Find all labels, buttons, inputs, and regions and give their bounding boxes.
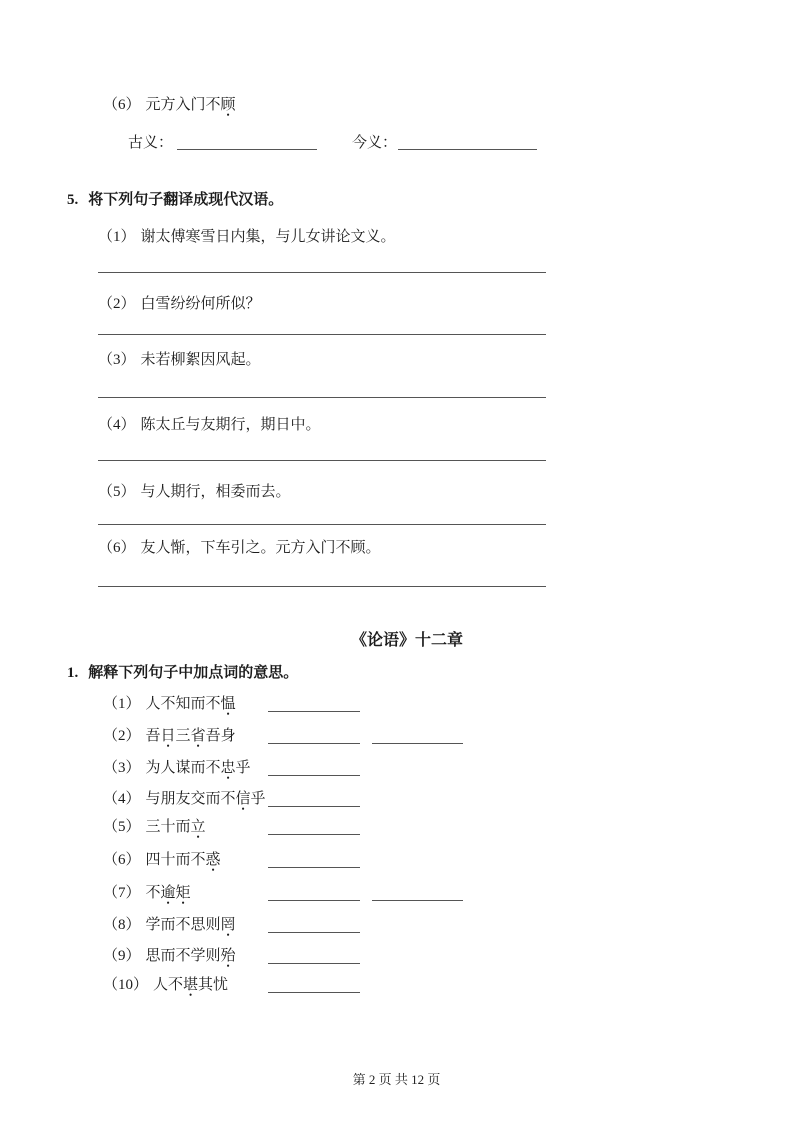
item-text: 为人谋而不忠乎 bbox=[145, 760, 251, 776]
question-1-heading bbox=[67, 664, 298, 682]
answer-blank bbox=[268, 851, 360, 868]
item-number: （1） bbox=[103, 696, 141, 712]
emphasized-char: 信 bbox=[235, 791, 251, 807]
item-number: （3） bbox=[103, 760, 141, 776]
item-text: 三十而立 bbox=[145, 819, 206, 835]
emphasized-char: 罔 bbox=[220, 917, 236, 933]
emphasized-char: 省 bbox=[190, 728, 206, 744]
answer-blank bbox=[268, 727, 360, 744]
word-item bbox=[103, 916, 236, 934]
answer-line bbox=[98, 586, 546, 587]
emphasized-char: 逾 bbox=[160, 885, 176, 901]
question-number: 1. bbox=[67, 665, 79, 681]
answer-blank bbox=[268, 947, 360, 964]
word-item bbox=[103, 947, 236, 965]
item-text: 人不堪其忧 bbox=[153, 977, 229, 993]
question-title: 解释下列句子中加点词的意思。 bbox=[88, 665, 299, 681]
item-text: 学而不思则罔 bbox=[145, 917, 236, 933]
question-number: 5. bbox=[67, 192, 79, 208]
word-item bbox=[103, 851, 221, 869]
answer-line bbox=[98, 524, 546, 525]
item-number: （4） bbox=[103, 791, 141, 807]
item-number: （8） bbox=[103, 917, 141, 933]
translation-item bbox=[98, 295, 261, 313]
item-number: （5） bbox=[98, 484, 136, 500]
translation-item bbox=[98, 416, 321, 434]
item-text: 陈太丘与友期行，期日中。 bbox=[140, 417, 321, 433]
answer-line bbox=[98, 397, 546, 398]
item-number: （10） bbox=[103, 977, 149, 993]
item-text: 人不知而不愠 bbox=[145, 696, 236, 712]
answer-line bbox=[98, 334, 546, 335]
item-number: （6） bbox=[103, 97, 141, 113]
item-number: （7） bbox=[103, 885, 141, 901]
translation-item bbox=[98, 539, 381, 557]
item-text: 与人期行，相委而去。 bbox=[140, 484, 291, 500]
emphasized-char: 矩 bbox=[175, 885, 191, 901]
modern-meaning-blank bbox=[398, 133, 537, 150]
item-text: 与朋友交而不信乎 bbox=[145, 791, 266, 807]
item-number: （9） bbox=[103, 948, 141, 964]
answer-blank bbox=[268, 976, 360, 993]
emphasized-char: 堪 bbox=[183, 977, 199, 993]
item-number: （2） bbox=[103, 728, 141, 744]
word-item bbox=[103, 976, 228, 994]
question-title: 将下列句子翻译成现代汉语。 bbox=[88, 192, 284, 208]
question-5-heading bbox=[67, 191, 283, 209]
word-item bbox=[103, 790, 266, 808]
answer-blank bbox=[268, 916, 360, 933]
item-text: 白雪纷纷何所似？ bbox=[140, 296, 261, 312]
item-text: 友人惭，下车引之。元方入门不顾。 bbox=[140, 540, 381, 556]
emphasized-char: 惑 bbox=[205, 852, 221, 868]
word-meaning-item bbox=[103, 96, 236, 114]
item-text: 思而不学则殆 bbox=[145, 948, 236, 964]
word-item bbox=[103, 759, 251, 777]
item-text: 不逾矩 bbox=[145, 885, 191, 901]
item-number: （3） bbox=[98, 352, 136, 368]
word-item bbox=[103, 884, 191, 902]
emphasized-char: 顾 bbox=[220, 97, 236, 113]
answer-line bbox=[98, 272, 546, 273]
item-text: 吾日三省吾身 bbox=[145, 728, 236, 744]
item-number: （1） bbox=[98, 229, 136, 245]
translation-item bbox=[98, 228, 396, 246]
emphasized-char: 愠 bbox=[220, 696, 236, 712]
answer-blank bbox=[268, 759, 360, 776]
item-number: （6） bbox=[98, 540, 136, 556]
answer-line bbox=[98, 460, 546, 461]
emphasized-char: 立 bbox=[190, 819, 206, 835]
item-text: 谢太傅寒雪日内集，与儿女讲论文义。 bbox=[140, 229, 396, 245]
ancient-meaning-label: 古义： bbox=[128, 135, 174, 151]
answer-blank bbox=[268, 790, 360, 807]
page-footer: 第 2 页 共 12 页 bbox=[352, 1072, 441, 1087]
word-item bbox=[103, 695, 236, 713]
answer-blank bbox=[268, 695, 360, 712]
emphasized-char: 日 bbox=[160, 728, 176, 744]
item-text: 四十而不惑 bbox=[145, 852, 221, 868]
word-item bbox=[103, 818, 206, 836]
emphasized-char: 殆 bbox=[220, 948, 236, 964]
modern-meaning-label: 今义： bbox=[352, 135, 398, 151]
item-text: 元方入门不顾 bbox=[145, 97, 236, 113]
item-text: 未若柳絮因风起。 bbox=[140, 352, 261, 368]
item-number: （2） bbox=[98, 296, 136, 312]
word-item bbox=[103, 727, 236, 745]
ancient-meaning-blank bbox=[177, 133, 317, 150]
answer-blank bbox=[372, 727, 463, 744]
translation-item bbox=[98, 351, 261, 369]
item-number: （4） bbox=[98, 417, 136, 433]
emphasized-char: 忠 bbox=[220, 760, 236, 776]
answer-blank bbox=[372, 884, 463, 901]
section-heading: 《论语》十二章 bbox=[351, 632, 464, 649]
answer-blank bbox=[268, 884, 360, 901]
translation-item bbox=[98, 483, 291, 501]
answer-blank bbox=[268, 818, 360, 835]
item-number: （6） bbox=[103, 852, 141, 868]
item-number: （5） bbox=[103, 819, 141, 835]
